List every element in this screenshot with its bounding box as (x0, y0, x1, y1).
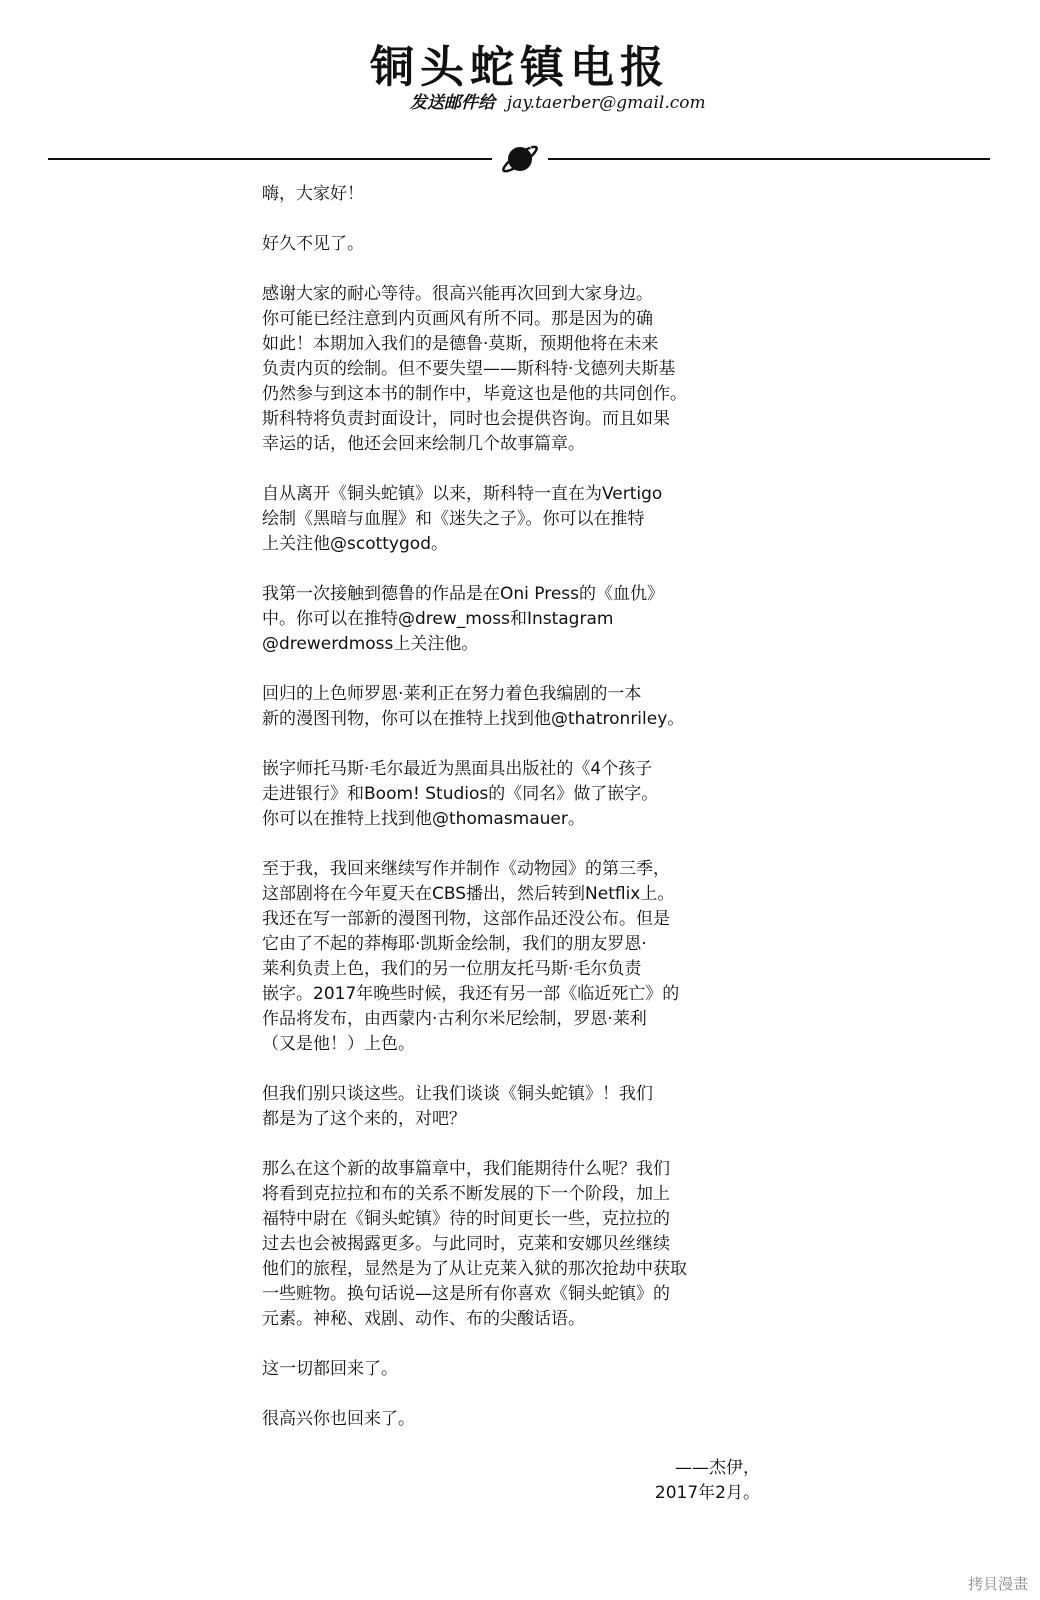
watermark: 拷貝漫畫 (967, 1575, 1028, 1593)
paragraph: 嗨，大家好！ (262, 184, 364, 204)
contact-line (410, 92, 706, 114)
paragraph: 好久不见了。 (262, 234, 364, 254)
divider-left (48, 158, 492, 160)
paragraph: 嵌字师托马斯·毛尔最近为黑面具出版社的《4个孩子 走进银行》和Boom! Studios的《同名》做了嵌字。 你可以在推特上找到他@thomasmauer。 (262, 759, 659, 829)
divider-right (548, 158, 990, 160)
paragraph: 感谢大家的耐心等待。很高兴能再次回到大家身边。 你可能已经注意到内页画风有所不同。那是因为的确 如此！本期加入我们的是德鲁·莫斯，预期他将在未来 负责内页的绘制。但不要失望——斯科特·戈德列夫斯基 仍然参与到这本书的制作中，毕竟这也是他的共同创作。 斯科特将负责封面设计，同时也会提供咨询。而且如果 幸运的话，他还会回来绘制几个故事篇章。 (262, 284, 687, 454)
paragraph: 我第一次接触到德鲁的作品是在Oni Press的《血仇》 中。你可以在推特@drew_moss和Instagram @drewerdmoss上关注他。 (262, 584, 665, 654)
paragraph: 但我们别只谈这些。让我们谈谈《铜头蛇镇》！我们 都是为了这个来的，对吧？ (262, 1084, 653, 1129)
paragraph: 回归的上色师罗恩·莱利正在努力着色我编剧的一本 新的漫图刊物，你可以在推特上找到他@thatronriley。 (262, 684, 685, 729)
signature: ——杰伊， (675, 1458, 760, 1478)
page-title: 铜头蛇镇电报 (370, 42, 670, 93)
email-address: jay.taerber@gmail.com (506, 93, 706, 113)
letter-date: 2017年2月。 (654, 1483, 760, 1503)
signoff (600, 1456, 760, 1506)
paragraph: 至于我，我回来继续写作并制作《动物园》的第三季， 这部剧将在今年夏天在CBS播出，然后转到Netflix上。 我还在写一部新的漫图刊物，这部作品还没公布。但是 它由了不起的莽梅耶·凯斯金绘制，我们的朋友罗恩· 莱利负责上色，我们的另一位朋友托马斯·毛尔负责 嵌字。2017年晚些时候，我还有另一部《临近死亡》的 作品将发布，由西蒙内·古利尔米尼绘制，罗恩·莱利 （又是他！）上色。 (262, 859, 680, 1054)
mail-label: 发送邮件给 (410, 93, 495, 113)
paragraph: 很高兴你也回来了。 (262, 1409, 415, 1429)
paragraph: 这一切都回来了。 (262, 1359, 398, 1379)
letter-body (262, 182, 822, 1457)
planet-icon (498, 138, 542, 180)
paragraph: 那么在这个新的故事篇章中，我们能期待什么呢？我们 将看到克拉拉和布的关系不断发展的下一个阶段，加上 福特中尉在《铜头蛇镇》待的时间更长一些，克拉拉的 过去也会被揭露更多。与此同时，克莱和安娜贝丝继续 他们的旅程，显然是为了从让克莱入狱的那次抢劫中获取 一些赃物。换句话说—这是所有你喜欢《铜头蛇镇》的 元素。神秘、戏剧、动作、布的尖酸话语。 (262, 1159, 687, 1329)
paragraph: 自从离开《铜头蛇镇》以来，斯科特一直在为Vertigo 绘制《黑暗与血腥》和《迷失之子》。你可以在推特 上关注他@scottygod。 (262, 484, 663, 554)
